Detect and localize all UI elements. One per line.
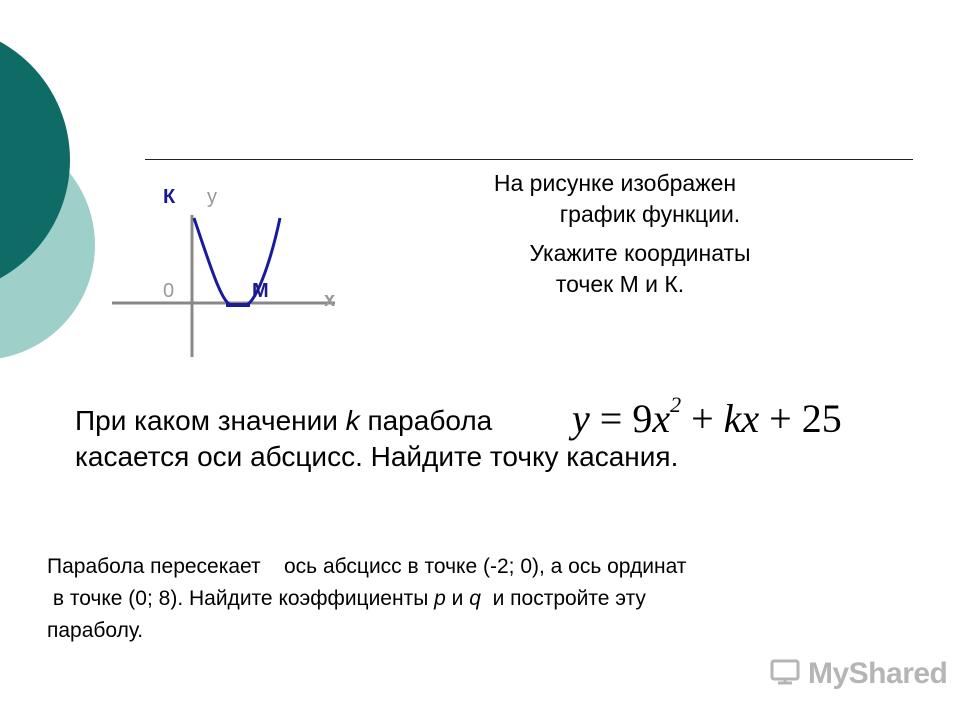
q1-line1: На рисунке изображен — [493, 170, 737, 196]
q2-var-k: k — [345, 405, 360, 436]
q1-line4: точек М и К. — [555, 271, 685, 297]
formula-eq: = 9 — [589, 396, 653, 441]
q2-line2: касается оси абсцисс. Найдите точку касания. — [75, 441, 679, 472]
question-1 — [440, 168, 840, 300]
question-3 — [47, 551, 686, 647]
formula-plus2: + 25 — [759, 396, 842, 441]
q2-text-before: При каком значении — [75, 405, 346, 436]
origin-label: 0 — [163, 280, 175, 302]
q3-var-q: q — [469, 587, 481, 610]
q3-line2 — [47, 583, 686, 615]
x-axis-label: х — [324, 289, 336, 311]
point-k-label: К — [163, 186, 176, 208]
q3-line3: параболу. — [47, 619, 144, 642]
q3-text-before: в точке (0; 8). Найдите коэффициенты — [47, 587, 435, 610]
horizontal-rule — [145, 159, 913, 160]
formula-kx: kx — [723, 396, 760, 441]
formula-plus1: + — [681, 396, 724, 441]
parabola-graph — [110, 180, 350, 360]
formula-power: 2 — [670, 392, 682, 417]
q2-text-after: парабола — [359, 405, 493, 436]
q3-text-mid: и — [445, 587, 470, 610]
q3-text-after: и постройте эту — [480, 587, 646, 610]
watermark-text: MyShared — [808, 657, 948, 690]
point-m-label: М — [252, 280, 269, 302]
formula-y: y — [572, 396, 590, 441]
y-axis-label: у — [207, 186, 217, 208]
formula-x: x — [652, 396, 671, 441]
parabola-formula — [572, 392, 842, 442]
q1-line3: Укажите координаты — [529, 240, 751, 266]
q3-var-p: p — [434, 587, 446, 610]
q3-line1: Парабола пересекает ось абсцисс в точке (-2; 0), а ось ординат — [47, 555, 687, 578]
q1-line2: график функции. — [559, 201, 741, 227]
myshared-logo-icon — [768, 655, 804, 691]
